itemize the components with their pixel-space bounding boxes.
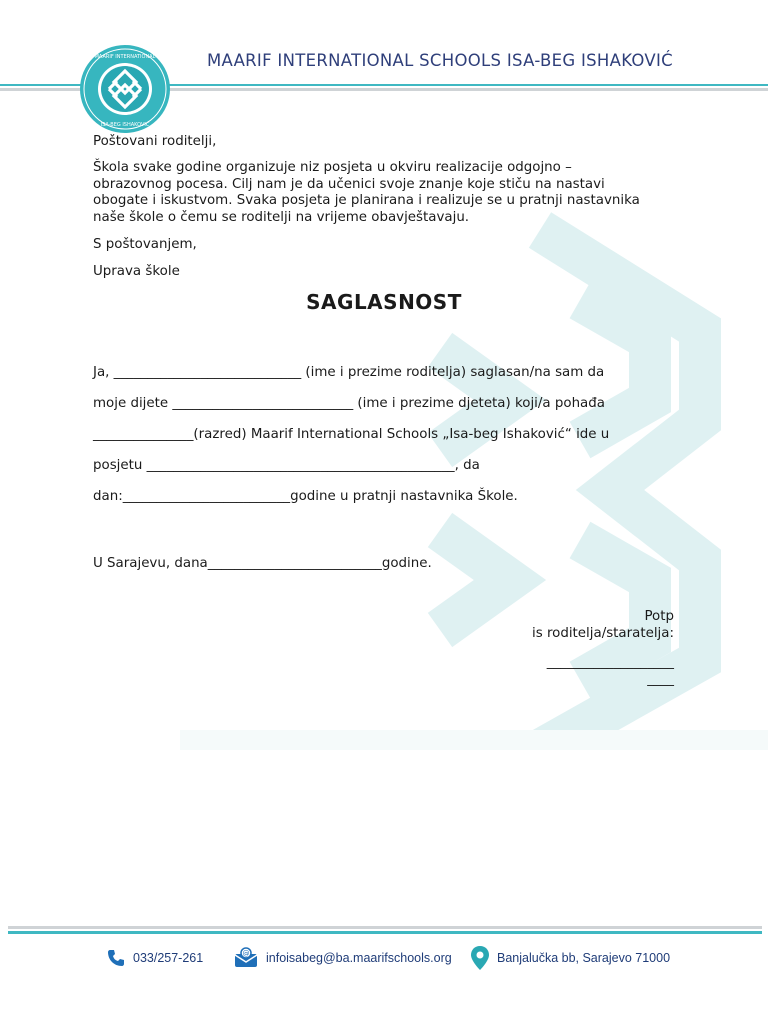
form-line: Ja, ____________________________ (ime i prezime roditelja) saglasan/na sam da bbox=[93, 365, 605, 380]
form-line: _______________(razred) Maarif International Schools „Isa-beg Ishaković“ ide u bbox=[93, 427, 610, 442]
signature-label-1: Potp bbox=[644, 609, 674, 624]
phone-number: 033/257-261 bbox=[133, 951, 204, 965]
paragraph-line: Škola svake godine organizuje niz posjeta u okviru realizacije odgojno – bbox=[93, 160, 572, 175]
location-pin-icon bbox=[470, 945, 490, 971]
paragraph-line: obrazovnog pocesa. Cilj nam je da učenici svoje znanje koje stiču na nastavi bbox=[93, 176, 605, 192]
closing: S poštovanjem, bbox=[93, 237, 197, 252]
intro-paragraph bbox=[93, 160, 693, 226]
signature-line-end: ____ bbox=[647, 672, 674, 687]
signature-label-2: is roditelja/staratelja: bbox=[531, 626, 674, 641]
greeting: Poštovani roditelji, bbox=[93, 134, 217, 149]
school-logo bbox=[78, 44, 172, 134]
footer-rule-grey bbox=[8, 926, 762, 929]
email-icon bbox=[233, 947, 259, 969]
email-address[interactable]: infoisabeg@ba.maarifschools.org bbox=[266, 951, 452, 965]
footer-address bbox=[470, 946, 670, 970]
signoff: Uprava škole bbox=[93, 264, 180, 279]
paragraph-line: obogate i iskustvom. Svaka posjeta je planirana i realizuje se u pratnji nastavnika bbox=[93, 193, 640, 208]
address-text: Banjalučka bb, Sarajevo 71000 bbox=[497, 951, 671, 965]
svg-text:ISA-BEG ISHAKOVIĆ: ISA-BEG ISHAKOVIĆ bbox=[100, 122, 150, 128]
footer-phone bbox=[106, 946, 203, 970]
paragraph-line: naše škole o čemu se roditelji na vrijeme obavještavaju. bbox=[93, 209, 470, 225]
footer-rule-teal bbox=[8, 931, 762, 934]
svg-text:@: @ bbox=[242, 949, 250, 958]
place-date-line: U Sarajevu, dana__________________________godine. bbox=[93, 556, 432, 571]
form-line: dan:_________________________godine u pratnji nastavnika Škole. bbox=[93, 489, 518, 504]
form-line: moje dijete ___________________________ (ime i prezime djeteta) koji/a pohađa bbox=[93, 396, 605, 411]
signature-line: ___________________ bbox=[546, 655, 674, 670]
footer-email bbox=[233, 946, 452, 970]
phone-icon bbox=[106, 948, 126, 968]
form-title: SAGLASNOST bbox=[306, 290, 462, 314]
school-name: MAARIF INTERNATIONAL SCHOOLS ISA-BEG ISHAKOVIĆ bbox=[207, 51, 673, 70]
svg-text:MAARIF INTERNATIONAL: MAARIF INTERNATIONAL bbox=[94, 54, 156, 60]
form-line: posjetu ______________________________________________, da bbox=[93, 458, 480, 473]
